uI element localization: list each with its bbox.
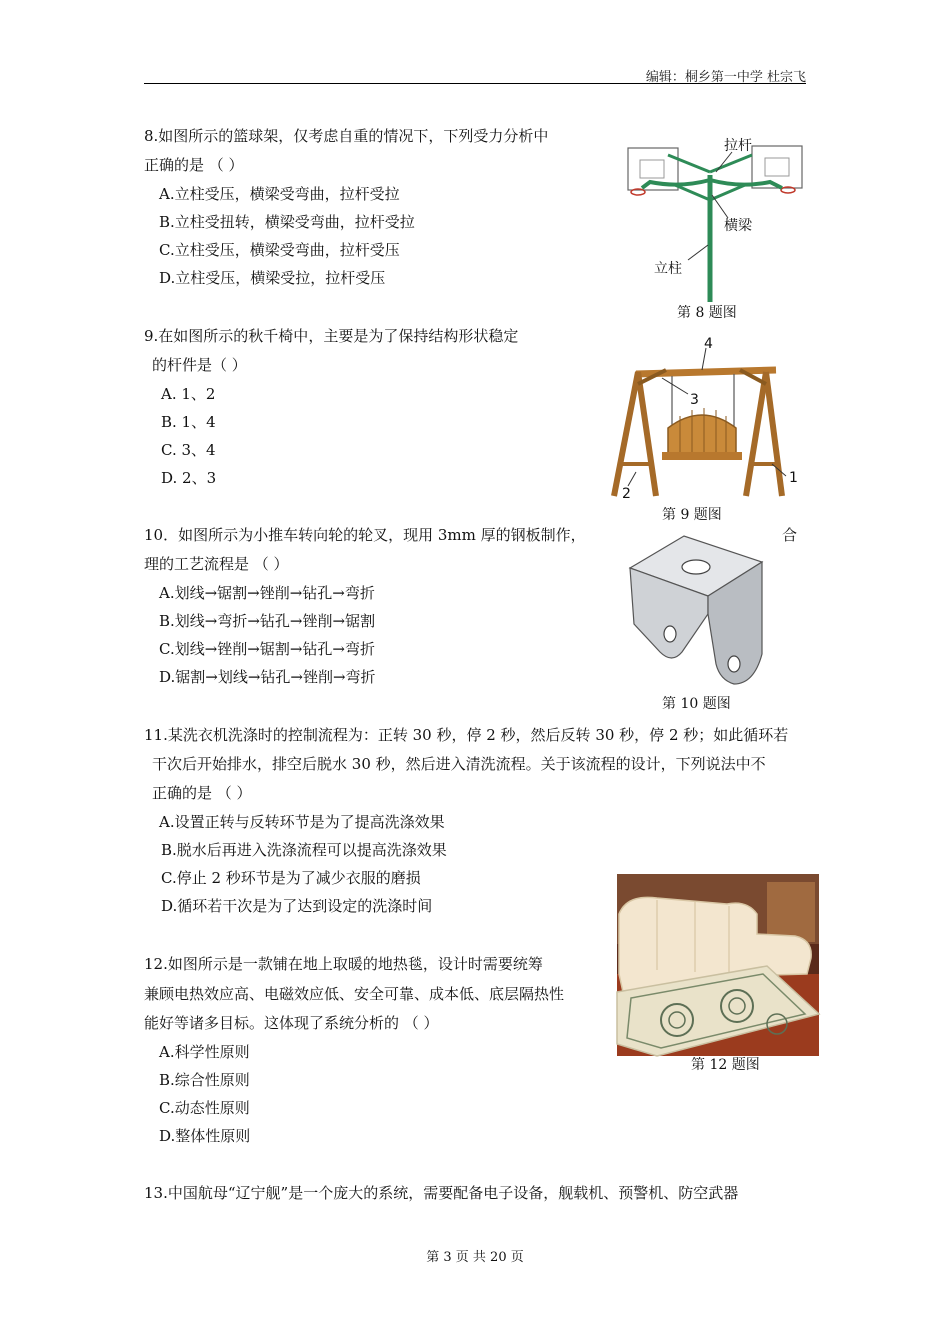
swing-chair-figure — [606, 336, 806, 508]
q11-line3: 正确的是 （ ） — [152, 784, 252, 802]
q8-option-c[interactable]: C.立柱受压，横梁受弯曲，拉杆受压 — [159, 241, 400, 259]
q8-option-b[interactable]: B.立柱受扭转，横梁受弯曲，拉杆受拉 — [159, 213, 415, 231]
q9-option-a[interactable]: A. 1、2 — [161, 385, 216, 403]
header-editor: 编辑：桐乡第一中学 杜宗飞 — [645, 70, 806, 85]
q13-line1: 13.中国航母“辽宁舰”是一个庞大的系统，需要配备电子设备，舰载机、预警机、防空武器 — [144, 1184, 739, 1202]
q8-option-d[interactable]: D.立柱受压，横梁受拉，拉杆受压 — [159, 269, 386, 287]
label-beam: 横梁 — [724, 218, 752, 234]
q12-line2: 兼顾电热效应高、电磁效应低、安全可靠、成本低、底层隔热性 — [144, 985, 565, 1003]
q10-option-a[interactable]: A.划线→锯割→锉削→钻孔→弯折 — [159, 584, 375, 602]
q10-caption: 第 10 题图 — [662, 696, 731, 712]
q9-option-c[interactable]: C. 3、4 — [161, 441, 216, 459]
q9-caption: 第 9 题图 — [662, 507, 722, 523]
q11-option-b[interactable]: B.脱水后再进入洗涤流程可以提高洗涤效果 — [161, 841, 447, 859]
q10-line1-tail: 合 — [782, 526, 798, 544]
swing-label-1: 1 — [789, 470, 798, 486]
q11-option-d[interactable]: D.循环若干次是为了达到设定的洗涤时间 — [161, 897, 433, 915]
page-footer: 第 3 页 共 20 页 — [426, 1250, 524, 1265]
q9-option-d[interactable]: D. 2、3 — [161, 469, 217, 487]
q10-option-c[interactable]: C.划线→锉削→锯割→钻孔→弯折 — [159, 640, 375, 658]
q10-option-d[interactable]: D.锯割→划线→钻孔→锉削→弯折 — [159, 668, 376, 686]
q9-option-b[interactable]: B. 1、4 — [161, 413, 216, 431]
q12-line3: 能好等诸多目标。这体现了系统分析的 （ ） — [144, 1014, 439, 1032]
q11-option-c[interactable]: C.停止 2 秒环节是为了减少衣服的磨损 — [161, 869, 421, 887]
basketball-stand-figure — [620, 130, 800, 305]
q8-line2: 正确的是 （ ） — [144, 156, 244, 174]
q12-option-b[interactable]: B.综合性原则 — [159, 1071, 250, 1089]
q9-line1: 9.在如图所示的秋千椅中，主要是为了保持结构形状稳定 — [144, 327, 519, 345]
swing-label-2: 2 — [622, 486, 631, 502]
label-rod: 拉杆 — [724, 138, 752, 154]
q9-line2: 的杆件是（ ） — [152, 356, 247, 374]
q8-caption: 第 8 题图 — [677, 305, 737, 321]
header-rule — [144, 83, 806, 84]
q12-option-d[interactable]: D.整体性原则 — [159, 1127, 251, 1145]
q8-option-a[interactable]: A.立柱受压，横梁受弯曲，拉杆受拉 — [159, 185, 400, 203]
q11-option-a[interactable]: A.设置正转与反转环节是为了提高洗涤效果 — [159, 813, 445, 831]
q10-option-b[interactable]: B.划线→弯折→钻孔→锉削→锯割 — [159, 612, 376, 630]
q10-line1: 10．如图所示为小推车转向轮的轮叉，现用 3mm 厚的钢板制作， — [144, 526, 586, 544]
heating-mat-photo — [617, 874, 819, 1056]
q10-line2: 理的工艺流程是 （ ） — [144, 555, 289, 573]
label-post: 立柱 — [654, 261, 682, 277]
q11-line1: 11.某洗衣机洗涤时的控制流程为：正转 30 秒，停 2 秒，然后反转 30 秒，停 2 秒；如此循环若 — [144, 726, 789, 744]
q12-option-a[interactable]: A.科学性原则 — [159, 1043, 250, 1061]
swing-label-4: 4 — [704, 336, 713, 352]
swing-label-3: 3 — [690, 392, 699, 408]
q12-line1: 12.如图所示是一款铺在地上取暖的地热毯，设计时需要统筹 — [144, 955, 543, 973]
q11-line2: 干次后开始排水，排空后脱水 30 秒，然后进入清洗流程。关于该流程的设计，下列说法中不 — [152, 755, 766, 773]
q12-option-c[interactable]: C.动态性原则 — [159, 1099, 250, 1117]
wheel-fork-figure — [624, 534, 764, 690]
q12-caption: 第 12 题图 — [691, 1057, 760, 1073]
q8-line1: 8.如图所示的篮球架，仅考虑自重的情况下，下列受力分析中 — [144, 127, 549, 145]
